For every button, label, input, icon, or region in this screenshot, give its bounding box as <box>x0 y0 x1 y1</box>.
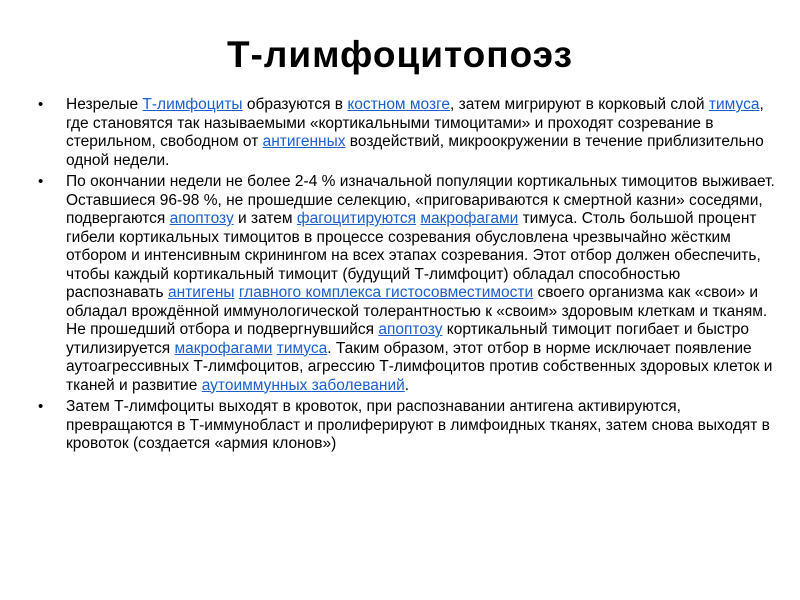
bullet-item-3 <box>38 398 780 454</box>
text-span: , где становятся так называемыми «кортикальными тимоцитами» и проходят созревание в стерильном, свободном от <box>66 96 764 150</box>
text-span: Незрелые <box>66 96 143 113</box>
text-span: кортикальный тимоцит погибает и быстро утилизируется <box>66 321 749 357</box>
link-thymus-2[interactable]: тимуса <box>276 339 328 357</box>
bullet-dot-icon: • <box>38 96 44 113</box>
link-antigens[interactable]: антигены <box>167 284 235 301</box>
bullet-list <box>38 96 780 457</box>
link-autoimmune-diseases[interactable]: аутоиммунных заболеваний <box>201 376 405 394</box>
text-span: По окончании недели не более 2-4 % изначальной популяции кортикальных тимоцитов выживает. Оставшиеся 96-98 %, не прошедшие селекцию, «приговариваются к смертной казни» соседями, подвергаются <box>66 173 775 227</box>
bullet-item-1 <box>38 96 780 170</box>
text-span: . <box>404 376 410 394</box>
link-macrophages[interactable]: макрофагами <box>420 210 519 227</box>
link-phagocytosed[interactable]: фагоцитируются <box>296 210 417 227</box>
slide-title: Т-лимфоцитопоэз <box>226 34 574 75</box>
bullet-dot-icon: • <box>38 398 44 415</box>
link-antigenic[interactable]: антигенных <box>262 133 346 150</box>
text-span: Затем Т-лимфоциты выходят в кровоток, при распознавании антигена активируются, превращаются в Т-иммунобласт и пролиферируют в лимфоидных тканях, затем снова выходят в кровоток (создается «армия клонов») <box>66 398 770 452</box>
bullet-item-2 <box>38 173 780 395</box>
link-mhc[interactable]: главного комплекса гистосовместимости <box>238 284 534 301</box>
link-macrophages-2[interactable]: макрофагами <box>174 339 273 357</box>
text-span: воздействий, микроокружении в течение приблизительно одной недели. <box>66 133 764 169</box>
text-span: , затем мигрируют в корковый слой <box>450 96 709 113</box>
link-apoptosis[interactable]: апоптозу <box>169 210 234 227</box>
bullet-dot-icon: • <box>38 173 44 190</box>
link-apoptosis-2[interactable]: апоптозу <box>378 321 443 338</box>
text-span: образуются в <box>242 96 348 113</box>
text-span: своего организма как «свои» и обладал врождённой иммунологической толерантностью к «своим» здоровым клеткам и тканям. Не прошедший отбора и подвергнувшийся <box>66 284 768 338</box>
link-thymus[interactable]: тимуса <box>708 96 760 113</box>
link-bone-marrow[interactable]: костном мозге <box>347 96 451 113</box>
text-span: тимуса. Столь большой процент гибели кортикальных тимоцитов в процессе созревания обусловлена чрезвычайно жёстким отбором и интенсивным скринингом на всех этапах созревания. Этот отбор должен обеспечить, чтобы каждый кортикальный тимоцит (будущий Т-лимфоцит) обладал способностью распознавать <box>66 210 761 301</box>
link-t-lymphocytes[interactable]: Т-лимфоциты <box>142 96 243 113</box>
text-span: . Таким образом, этот отбор в норме исключает появление аутоагрессивных Т-лимфоцитов, агрессию Т-лимфоцитов против собственных здоровых клеток и тканей и развитие <box>66 339 773 394</box>
text-span: и затем <box>233 210 297 227</box>
